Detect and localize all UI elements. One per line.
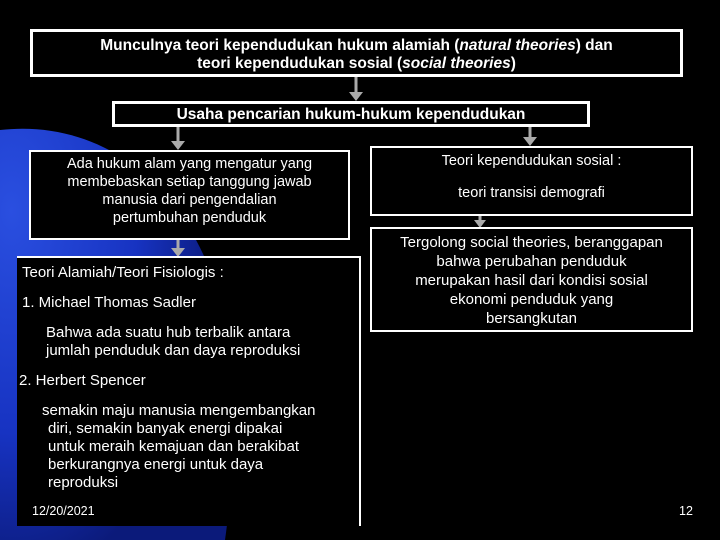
- main-title-box: [30, 29, 683, 77]
- sadler-item: 1. Michael Thomas Sadler: [22, 294, 196, 311]
- spencer-item: 2. Herbert Spencer: [19, 372, 146, 389]
- spencer-desc-line: semakin maju manusia mengembangkan: [42, 402, 316, 419]
- physio-heading: Teori Alamiah/Teori Fisiologis :: [22, 264, 224, 281]
- sadler-desc-line: jumlah penduduk dan daya reproduksi: [46, 342, 301, 359]
- social-theory-box: [370, 146, 693, 216]
- slide-number: 12: [679, 504, 693, 518]
- spencer-desc-line: untuk meraih kemajuan dan berakibat: [48, 438, 299, 455]
- footer-date: 12/20/2021: [32, 504, 95, 518]
- demographic-transition-label: teori transisi demografi: [458, 185, 605, 201]
- spencer-desc-line: reproduksi: [48, 474, 119, 491]
- spencer-desc-line: diri, semakin banyak energi dipakai: [48, 420, 283, 437]
- search-laws-box: Usaha pencarian hukum-hukum kependudukan: [112, 101, 590, 127]
- social-theory-label: Teori kependudukan sosial :: [441, 153, 622, 169]
- spencer-desc-line: berkurangnya energi untuk daya: [48, 456, 264, 473]
- title-line-2: teori kependudukan sosial (social theories): [197, 55, 516, 72]
- sadler-desc-line: Bahwa ada suatu hub terbalik antara: [46, 324, 291, 341]
- title-line-1: Munculnya teori kependudukan hukum alamiah (natural theories) dan: [100, 37, 613, 54]
- social-theory-description-box: Tergolong social theories, beranggapan bahwa perubahan penduduk merupakan hasil dari kondisi sosial ekonomi penduduk yang bersangkutan: [370, 227, 693, 332]
- natural-law-box: Ada hukum alam yang mengatur yang membebaskan setiap tanggung jawab manusia dari pengendalian pertumbuhan penduduk: [29, 150, 350, 240]
